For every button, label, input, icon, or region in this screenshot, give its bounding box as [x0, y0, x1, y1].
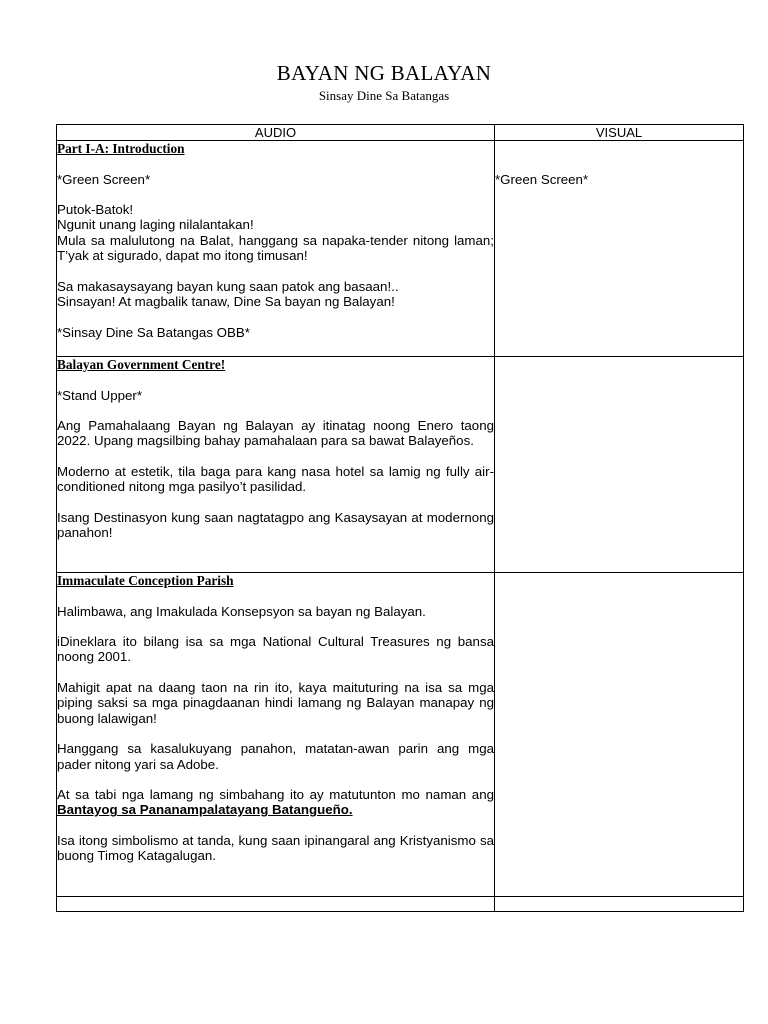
table-row: [57, 897, 744, 912]
document-subtitle: Sinsay Dine Sa Batangas: [318, 88, 450, 103]
document-title: BAYAN NG BALAYAN: [276, 61, 492, 85]
section-heading: Immaculate Conception Parish: [57, 573, 234, 588]
audio-paragraph: Moderno at estetik, tila baga para kang nasa hotel sa lamig ng fully air-conditioned nitong mga pasilyo’t pasilidad.: [57, 464, 494, 495]
audio-line: Putok-Batok!: [57, 202, 134, 218]
audio-paragraph: Ang Pamahalaang Bayan ng Balayan ay itinatag noong Enero taong 2022. Upang magsilbing bahay pamahalaan para sa bawat Balayeños.: [57, 418, 494, 449]
audio-cell-empty: [57, 897, 495, 912]
audio-paragraph: Isa itong simbolismo at tanda, kung saan ipinangaral ang Kristyanismo sa buong Timog Katagalugan.: [57, 833, 494, 864]
audio-paragraph: Isang Destinasyon kung saan nagtatagpo ang Kasaysayan at modernong panahon!: [57, 509, 494, 541]
visual-cell-introduction: [495, 141, 744, 357]
audio-line: Sa makasaysayang bayan kung saan patok ang basaan!..: [57, 278, 399, 294]
visual-cell-empty: [495, 897, 744, 912]
audio-text: At sa tabi nga lamang ng simbahang ito ay matutunton mo naman ang: [57, 787, 494, 803]
visual-cell-parish: [495, 573, 744, 897]
table-row: [57, 357, 744, 573]
audio-paragraph: [57, 787, 494, 818]
audio-paragraph: [57, 279, 494, 310]
audio-paragraph: *Stand Upper*: [57, 387, 143, 403]
section-heading: Balayan Government Centre!: [57, 357, 226, 372]
audio-cell-government-centre: [57, 357, 495, 573]
section-heading: Part I-A: Introduction: [57, 141, 185, 156]
visual-column-header: VISUAL: [495, 125, 744, 141]
audio-line: Sinsayan! At magbalik tanaw, Dine Sa bayan ng Balayan!: [57, 293, 395, 309]
audio-paragraph: Halimbawa, ang Imakulada Konsepsyon sa bayan ng Balayan.: [57, 603, 426, 619]
visual-cell-government-centre: [495, 357, 744, 573]
audio-cell-parish: [57, 573, 495, 897]
audio-line: Mula sa malulutong na Balat, hanggang sa napaka-tender nitong laman; T’yak at sigurado, dapat mo itong timusan!: [57, 232, 494, 264]
audio-paragraph: *Green Screen*: [57, 171, 151, 187]
monument-reference: Bantayog sa Pananampalatayang Batangueño.: [57, 802, 353, 818]
table-row: [57, 141, 744, 357]
audio-paragraph: [57, 202, 494, 263]
table-row: [57, 573, 744, 897]
audio-paragraph: iDineklara ito bilang isa sa mga National Cultural Treasures ng bansa noong 2001.: [57, 634, 494, 665]
table-header-row: [57, 125, 744, 141]
script-table: [56, 124, 744, 912]
audio-column-header: AUDIO: [57, 125, 495, 141]
audio-paragraph: Mahigit apat na daang taon na rin ito, kaya maituturing na isa sa mga piping saksi sa mga pinagdaanan hindi lamang ng Balayan manapay ng buong lalawigan!: [57, 680, 494, 726]
audio-paragraph: Hanggang sa kasalukuyang panahon, matatan-awan parin ang mga pader nitong yari sa Adobe.: [57, 741, 494, 772]
audio-cell-introduction: [57, 141, 495, 357]
audio-paragraph: *Sinsay Dine Sa Batangas OBB*: [57, 324, 250, 340]
visual-note: *Green Screen*: [495, 171, 589, 187]
audio-line: Ngunit unang laging nilalantakan!: [57, 217, 254, 233]
